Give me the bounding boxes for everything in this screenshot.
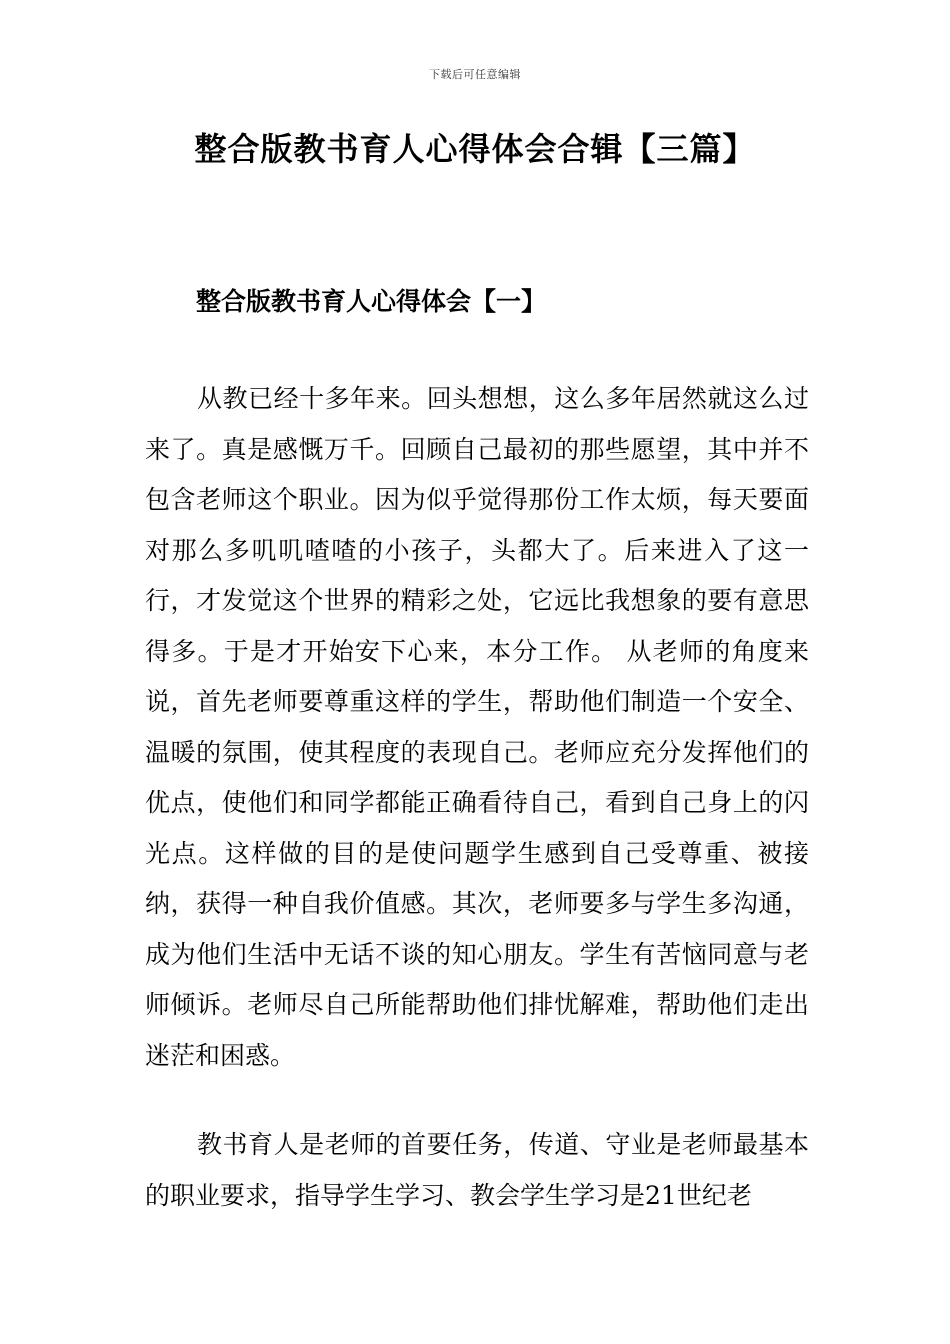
section-title: 整合版教书育人心得体会【一】 bbox=[196, 287, 547, 316]
body-paragraph-1: 从教已经十多年来。回头想想，这么多年居然就这么过来了。真是感慨万千。回顾自己最初的那些愿望，其中并不包含老师这个职业。因为似乎觉得那份工作太烦，每天要面对那么多叽叽喳喳的小孩子，头都大了。后来进入了这一行，才发觉这个世界的精彩之处，它远比我想象的要有意思得多。于是才开始安下心来，本分工作。 从老师的角度来说，首先老师要尊重这样的学生，帮助他们制造一个安全、温暖的氛围，使其程度的表现自己。老师应充分发挥他们的优点，使他们和同学都能正确看待自己，看到自己身上的闪光点。这样做的目的是使问题学生感到自己受尊重、被接纳，获得一种自我价值感。其次，老师要多与学生多沟通，成为他们生活中无话不谈的知心朋友。学生有苦恼同意与老师倾诉。老师尽自己所能帮助他们排忧解难，帮助他们走出迷茫和困惑。 bbox=[145, 384, 809, 1070]
header-note: 下载后可任意编辑 bbox=[429, 68, 521, 81]
document-title: 整合版教书育人心得体会合辑【三篇】 bbox=[194, 130, 756, 168]
body-paragraph-2: 教书育人是老师的首要任务，传道、守业是老师最基本的职业要求，指导学生学习、教会学生学习是21世纪老 bbox=[145, 1130, 809, 1210]
